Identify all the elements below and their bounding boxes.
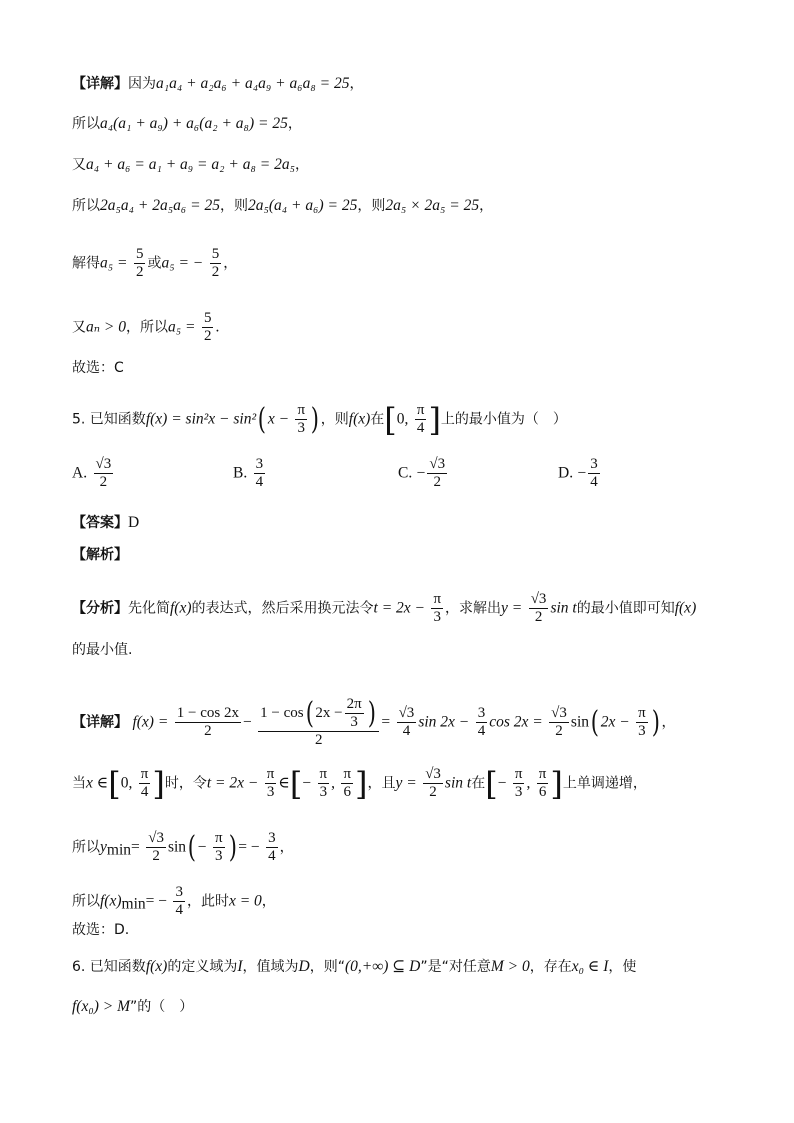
analysis-heading xyxy=(72,545,128,565)
equation: t = 2x − xyxy=(206,774,259,792)
equation: 2x − xyxy=(600,713,630,731)
bracket: [ xyxy=(485,764,498,803)
text: 1 − cos 2x xyxy=(176,705,239,721)
text: ，值域为 xyxy=(242,959,299,975)
equation: y = xyxy=(395,774,417,792)
fraction xyxy=(341,766,353,801)
fraction xyxy=(254,456,266,491)
answer-choice-c xyxy=(72,358,124,378)
text: ， xyxy=(279,839,294,856)
fraction xyxy=(476,705,488,740)
subscript: min xyxy=(106,841,132,859)
fraction xyxy=(175,705,241,740)
equation: f(x) xyxy=(348,410,371,428)
text: ”的（ ） xyxy=(130,999,194,1015)
analysis-tag: 【解析】 xyxy=(72,547,128,563)
text: ，则 xyxy=(357,198,386,214)
text: 先化简 xyxy=(128,600,170,617)
text: 3 xyxy=(319,784,328,800)
text: 1 − cos xyxy=(260,704,304,721)
text: π xyxy=(416,402,425,418)
text: 2 xyxy=(429,784,437,800)
question-6 xyxy=(72,957,636,977)
text: 或 xyxy=(147,255,162,272)
text: 上单调递增， xyxy=(562,775,647,792)
equation: a₅ = − xyxy=(161,254,204,272)
text: 2x − xyxy=(315,704,343,721)
equation: 2a₅(a₄ + a₆) = 25 xyxy=(247,197,358,214)
fraction xyxy=(397,705,417,740)
text: √3 xyxy=(530,591,547,607)
equation: f(x) = xyxy=(132,713,169,731)
answer-value: D xyxy=(128,514,140,531)
text: √3 xyxy=(148,830,164,846)
text: 所以 xyxy=(72,893,100,910)
detail-formula-line xyxy=(72,696,675,749)
text: 5. 已知函数 xyxy=(72,411,146,428)
text: 6. 已知函数 xyxy=(72,959,146,975)
text: 2 xyxy=(211,264,220,280)
text: 所以 xyxy=(72,839,100,856)
text: ，求解出 xyxy=(445,600,502,617)
equation: f(x) xyxy=(170,599,192,617)
text: 故选：C xyxy=(72,360,124,376)
option-label: B. xyxy=(233,464,248,482)
operator: ∈ xyxy=(278,774,290,792)
equation: a₄(a₁ + a₉) + a₆(a₂ + a₈) = 25 xyxy=(100,115,288,132)
sign: − xyxy=(577,464,587,482)
text: ， xyxy=(223,255,238,272)
fraction xyxy=(139,766,151,801)
text: ， xyxy=(479,198,494,214)
fraction xyxy=(529,591,549,626)
operator: , xyxy=(331,774,335,792)
text: 的最小值即可知 xyxy=(576,600,675,617)
text: 3 xyxy=(477,705,486,721)
text: 当 xyxy=(72,775,86,792)
fraction xyxy=(431,591,443,626)
text: 3 xyxy=(266,784,275,800)
text: 2 xyxy=(534,609,543,625)
equation: sin t xyxy=(444,774,472,792)
text: √3 xyxy=(551,705,567,721)
text: ， xyxy=(294,157,309,173)
fraction xyxy=(134,246,146,281)
text: ，则“ xyxy=(309,959,345,975)
equation: I xyxy=(237,958,243,975)
ymin-line xyxy=(72,830,294,865)
text: 所以 xyxy=(72,198,100,214)
option-d[interactable] xyxy=(558,456,602,491)
text: 2 xyxy=(204,723,212,739)
option-b[interactable] xyxy=(233,456,267,491)
text: √3 xyxy=(398,705,415,721)
text: 2 xyxy=(555,723,563,739)
text: 又 xyxy=(72,157,86,173)
equation: sin t xyxy=(550,599,577,617)
bracket: ] xyxy=(550,764,563,803)
fraction xyxy=(345,696,364,731)
text: 3 xyxy=(433,609,441,625)
text: 3 xyxy=(255,456,264,472)
operator: = xyxy=(131,838,140,856)
fraction xyxy=(213,830,225,865)
paren: ( xyxy=(257,401,267,437)
text: 3 xyxy=(215,848,223,864)
fraction xyxy=(427,456,447,491)
text: 3 xyxy=(350,714,358,730)
text: ， xyxy=(261,893,276,910)
fraction xyxy=(210,246,222,281)
equation: x ∈ xyxy=(86,774,109,792)
text: 2 xyxy=(152,848,160,864)
option-c[interactable] xyxy=(398,456,449,491)
operator: = − xyxy=(145,892,167,910)
fenxi-line-2 xyxy=(72,640,132,660)
text: 5 xyxy=(211,246,220,262)
fraction xyxy=(588,456,600,491)
text: π xyxy=(140,766,149,782)
equation: f(x₀) > M xyxy=(72,998,131,1015)
equation: f(x) xyxy=(100,892,122,910)
text: 4 xyxy=(402,723,411,739)
text: 在 xyxy=(471,775,486,792)
bracket: [ xyxy=(384,400,397,439)
paren: ) xyxy=(228,829,237,865)
text: π xyxy=(319,766,328,782)
text: . xyxy=(215,318,220,336)
text: π xyxy=(514,766,523,782)
equation: M > 0 xyxy=(490,958,530,975)
detail-tag: 【详解】 xyxy=(72,76,128,92)
text: 4 xyxy=(477,723,486,739)
option-label: D. xyxy=(558,464,574,482)
option-label: A. xyxy=(72,464,88,482)
text: 5 xyxy=(135,246,144,262)
fmin-line xyxy=(72,884,276,919)
text: 的最小值. xyxy=(72,642,133,658)
fraction xyxy=(636,705,648,740)
question-6-line-2 xyxy=(72,997,193,1017)
text: ，使 xyxy=(608,959,637,975)
fraction xyxy=(415,402,427,437)
text: 6 xyxy=(343,784,351,800)
text: 因为 xyxy=(128,76,156,92)
text: 4 xyxy=(416,420,425,436)
equation: 0, xyxy=(396,410,409,428)
fraction xyxy=(513,766,525,801)
equation: 0, xyxy=(120,774,133,792)
text: 又 xyxy=(72,319,86,336)
text: 2 xyxy=(99,474,108,490)
text: 所以 xyxy=(72,116,100,132)
paren: ) xyxy=(651,704,660,740)
text: 2 xyxy=(315,732,323,748)
text: π xyxy=(343,766,352,782)
detail-line-5 xyxy=(72,246,237,281)
equation: 2a₅a₄ + 2a₅a₆ = 25 xyxy=(100,197,220,214)
paren: ) xyxy=(310,401,320,437)
fenxi-line xyxy=(72,591,696,626)
fraction xyxy=(549,705,569,740)
equation: (0,+∞) ⊆ D xyxy=(344,958,421,975)
equation: 2a₅ × 2a₅ = 25 xyxy=(385,197,480,214)
equation: sin xyxy=(167,838,187,856)
paren: ( xyxy=(305,695,314,731)
text: 时，令 xyxy=(164,775,207,792)
bracket: ] xyxy=(355,764,368,803)
text: π xyxy=(214,830,223,846)
text: ，则 xyxy=(320,411,349,428)
text: 5 xyxy=(203,310,212,326)
text: 3 xyxy=(590,456,598,472)
text: 3 xyxy=(297,420,306,436)
text: 4 xyxy=(255,474,264,490)
operator: − xyxy=(302,774,312,792)
text: 2 xyxy=(135,264,144,280)
bracket: [ xyxy=(289,764,303,803)
equation: a₅ = xyxy=(168,318,196,336)
equation: a₁a₄ + a₂a₆ + a₄a₉ + a₆a₈ = 25 xyxy=(156,75,350,92)
text: 在 xyxy=(370,411,385,428)
bracket: ] xyxy=(152,764,165,803)
text: 4 xyxy=(268,848,276,864)
equation: f(x) xyxy=(145,958,168,975)
paren: ( xyxy=(187,829,197,865)
fraction xyxy=(258,696,379,749)
text: 2 xyxy=(433,474,442,490)
fraction xyxy=(423,766,443,801)
equation: x − xyxy=(267,410,290,428)
paren: ) xyxy=(367,695,376,731)
subscript: min xyxy=(121,895,146,913)
when-line xyxy=(72,766,647,801)
text: 的定义域为 xyxy=(167,959,238,975)
equation: cos 2x = xyxy=(489,713,543,731)
text: ，此时 xyxy=(186,893,229,910)
text: 的表达式，然后采用换元法令 xyxy=(191,600,374,617)
equation: D xyxy=(298,958,310,975)
fraction xyxy=(202,310,214,345)
fraction xyxy=(94,456,114,491)
option-label: C. xyxy=(398,464,413,482)
operator: = xyxy=(381,713,391,731)
text: ， xyxy=(349,76,364,92)
text: ，所以 xyxy=(126,319,168,336)
operator: , xyxy=(526,774,531,792)
text: ， xyxy=(287,116,302,132)
text: 3 xyxy=(175,884,183,900)
answer-choice-d xyxy=(72,920,129,940)
text: ，存在 xyxy=(529,959,572,975)
equation: x = 0 xyxy=(228,892,262,910)
equation: sin 2x − xyxy=(418,713,470,731)
fraction xyxy=(265,766,277,801)
fenxi-tag: 【分析】 xyxy=(72,600,128,617)
text: 6 xyxy=(538,784,547,800)
answer-line xyxy=(72,513,139,533)
fraction xyxy=(295,402,307,437)
text: 3 xyxy=(638,723,646,739)
equation: f(x) = sin²x − sin² xyxy=(145,410,257,428)
text: π xyxy=(297,402,306,418)
text: √3 xyxy=(425,766,441,782)
detail-line-4 xyxy=(72,196,493,216)
bracket: [ xyxy=(108,764,121,803)
text: π xyxy=(538,766,547,782)
detail-line-1 xyxy=(72,74,363,94)
equation: aₙ > 0 xyxy=(86,318,126,336)
detail-line-3 xyxy=(72,155,309,175)
fraction xyxy=(173,884,185,919)
equation: f(x) xyxy=(674,599,697,617)
answer-tag: 【答案】 xyxy=(72,515,128,531)
text: ， xyxy=(661,714,676,731)
text: 4 xyxy=(175,902,183,918)
bracket: ] xyxy=(428,400,441,439)
detail-line-2 xyxy=(72,114,302,134)
option-a[interactable] xyxy=(72,456,115,491)
text: π xyxy=(638,705,646,721)
fraction xyxy=(146,830,166,865)
detail-line-6 xyxy=(72,310,219,345)
fraction xyxy=(537,766,549,801)
text: 故选：D. xyxy=(72,922,130,938)
fraction xyxy=(266,830,278,865)
equation: t = 2x − xyxy=(373,599,425,617)
text: 3 xyxy=(514,784,523,800)
sign: − xyxy=(416,464,426,482)
paren: ( xyxy=(590,704,599,740)
fraction-numerator xyxy=(258,696,379,732)
text: ，且 xyxy=(367,775,396,792)
text: ，则 xyxy=(219,198,248,214)
text: 3 xyxy=(268,830,276,846)
equation: a₅ = xyxy=(100,254,128,272)
text: √3 xyxy=(95,456,112,472)
fraction xyxy=(318,766,330,801)
text: 上的最小值为（ ） xyxy=(440,411,567,428)
equation: y = xyxy=(501,599,523,617)
text: 4 xyxy=(590,474,598,490)
text: 4 xyxy=(140,784,149,800)
detail-tag: 【详解】 xyxy=(72,714,128,731)
text: 2 xyxy=(203,328,212,344)
text: √3 xyxy=(429,456,446,472)
operator: − xyxy=(242,713,252,731)
equation: sin xyxy=(570,713,589,731)
equation: x₀ ∈ I xyxy=(571,958,609,975)
text: 2π xyxy=(346,696,362,712)
text: π xyxy=(266,766,275,782)
equation: y xyxy=(100,838,107,856)
equation: a₄ + a₆ = a₁ + a₉ = a₂ + a₈ = 2a₅ xyxy=(86,156,295,173)
text: ”是“对任意 xyxy=(420,959,491,975)
question-5 xyxy=(72,402,567,437)
operator: − xyxy=(497,774,507,792)
text: π xyxy=(433,591,442,607)
operator: − xyxy=(197,838,207,856)
text: 解得 xyxy=(72,255,100,272)
operator: = − xyxy=(238,838,260,856)
